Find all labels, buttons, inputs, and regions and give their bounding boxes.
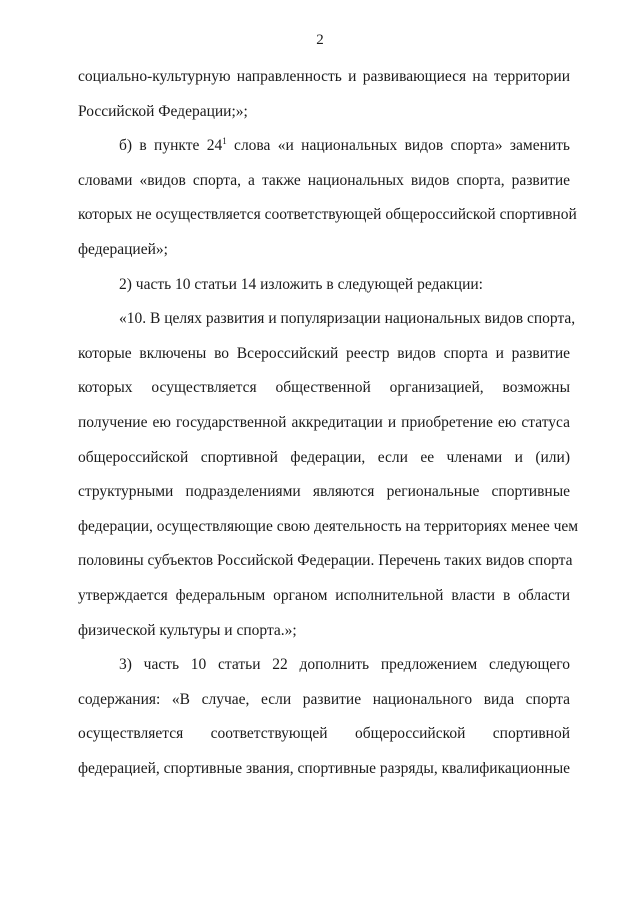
text-line-7-item-2: 2) часть 10 статьи 14 изложить в следующей редакции:: [119, 275, 483, 293]
text-line-17: физической культуры и спорта.»;: [78, 621, 297, 639]
text-line-12: общероссийской спортивной федерации, если ее членами и (или): [78, 448, 570, 466]
text-line-3-item-b: б) в пункте $24^1$ слова «и национальных видов спорта» заменить: [119, 136, 571, 155]
text-line-16: утверждается федеральным органом исполнительной власти в области: [78, 586, 570, 604]
page-number: 2: [316, 32, 324, 48]
text-line-6: федерацией»;: [78, 240, 168, 258]
text-line-13: структурными подразделениями являются региональные спортивные: [78, 483, 570, 501]
text-line-9: которые включены во Всероссийский реестр видов спорта и развитие: [78, 344, 570, 362]
text-line-2: Российской Федерации;»;: [78, 102, 248, 120]
text-line-15: половины субъектов Российской Федерации. Перечень таких видов спорта: [78, 552, 573, 570]
text-line-10: которых осуществляется общественной организацией, возможны: [78, 379, 570, 397]
text-line-14: федерации, осуществляющие свою деятельность на территориях менее чем: [78, 517, 579, 535]
document-body: [78, 60, 579, 786]
text-line-4: словами «видов спорта, а также национальных видов спорта, развитие: [78, 171, 570, 189]
text-line-1: социально-культурную направленность и развивающиеся на территории: [78, 68, 570, 85]
text-line-19: содержания: «В случае, если развитие национального вида спорта: [78, 690, 570, 708]
text-line-11: получение ею государственной аккредитации и приобретение ею статуса: [78, 413, 570, 431]
text-line-20: осуществляется соответствующей общероссийской спортивной: [78, 725, 570, 743]
text-line-5: которых не осуществляется соответствующей общероссийской спортивной: [78, 206, 577, 224]
superscript-index: 1: [222, 136, 227, 147]
text-line-18-item-3: 3) часть 10 статьи 22 дополнить предложением следующего: [119, 656, 570, 674]
text-line-21: федерацией, спортивные звания, спортивные разряды, квалификационные: [78, 759, 570, 777]
text-line-8: «10. В целях развития и популяризации национальных видов спорта,: [119, 310, 576, 328]
